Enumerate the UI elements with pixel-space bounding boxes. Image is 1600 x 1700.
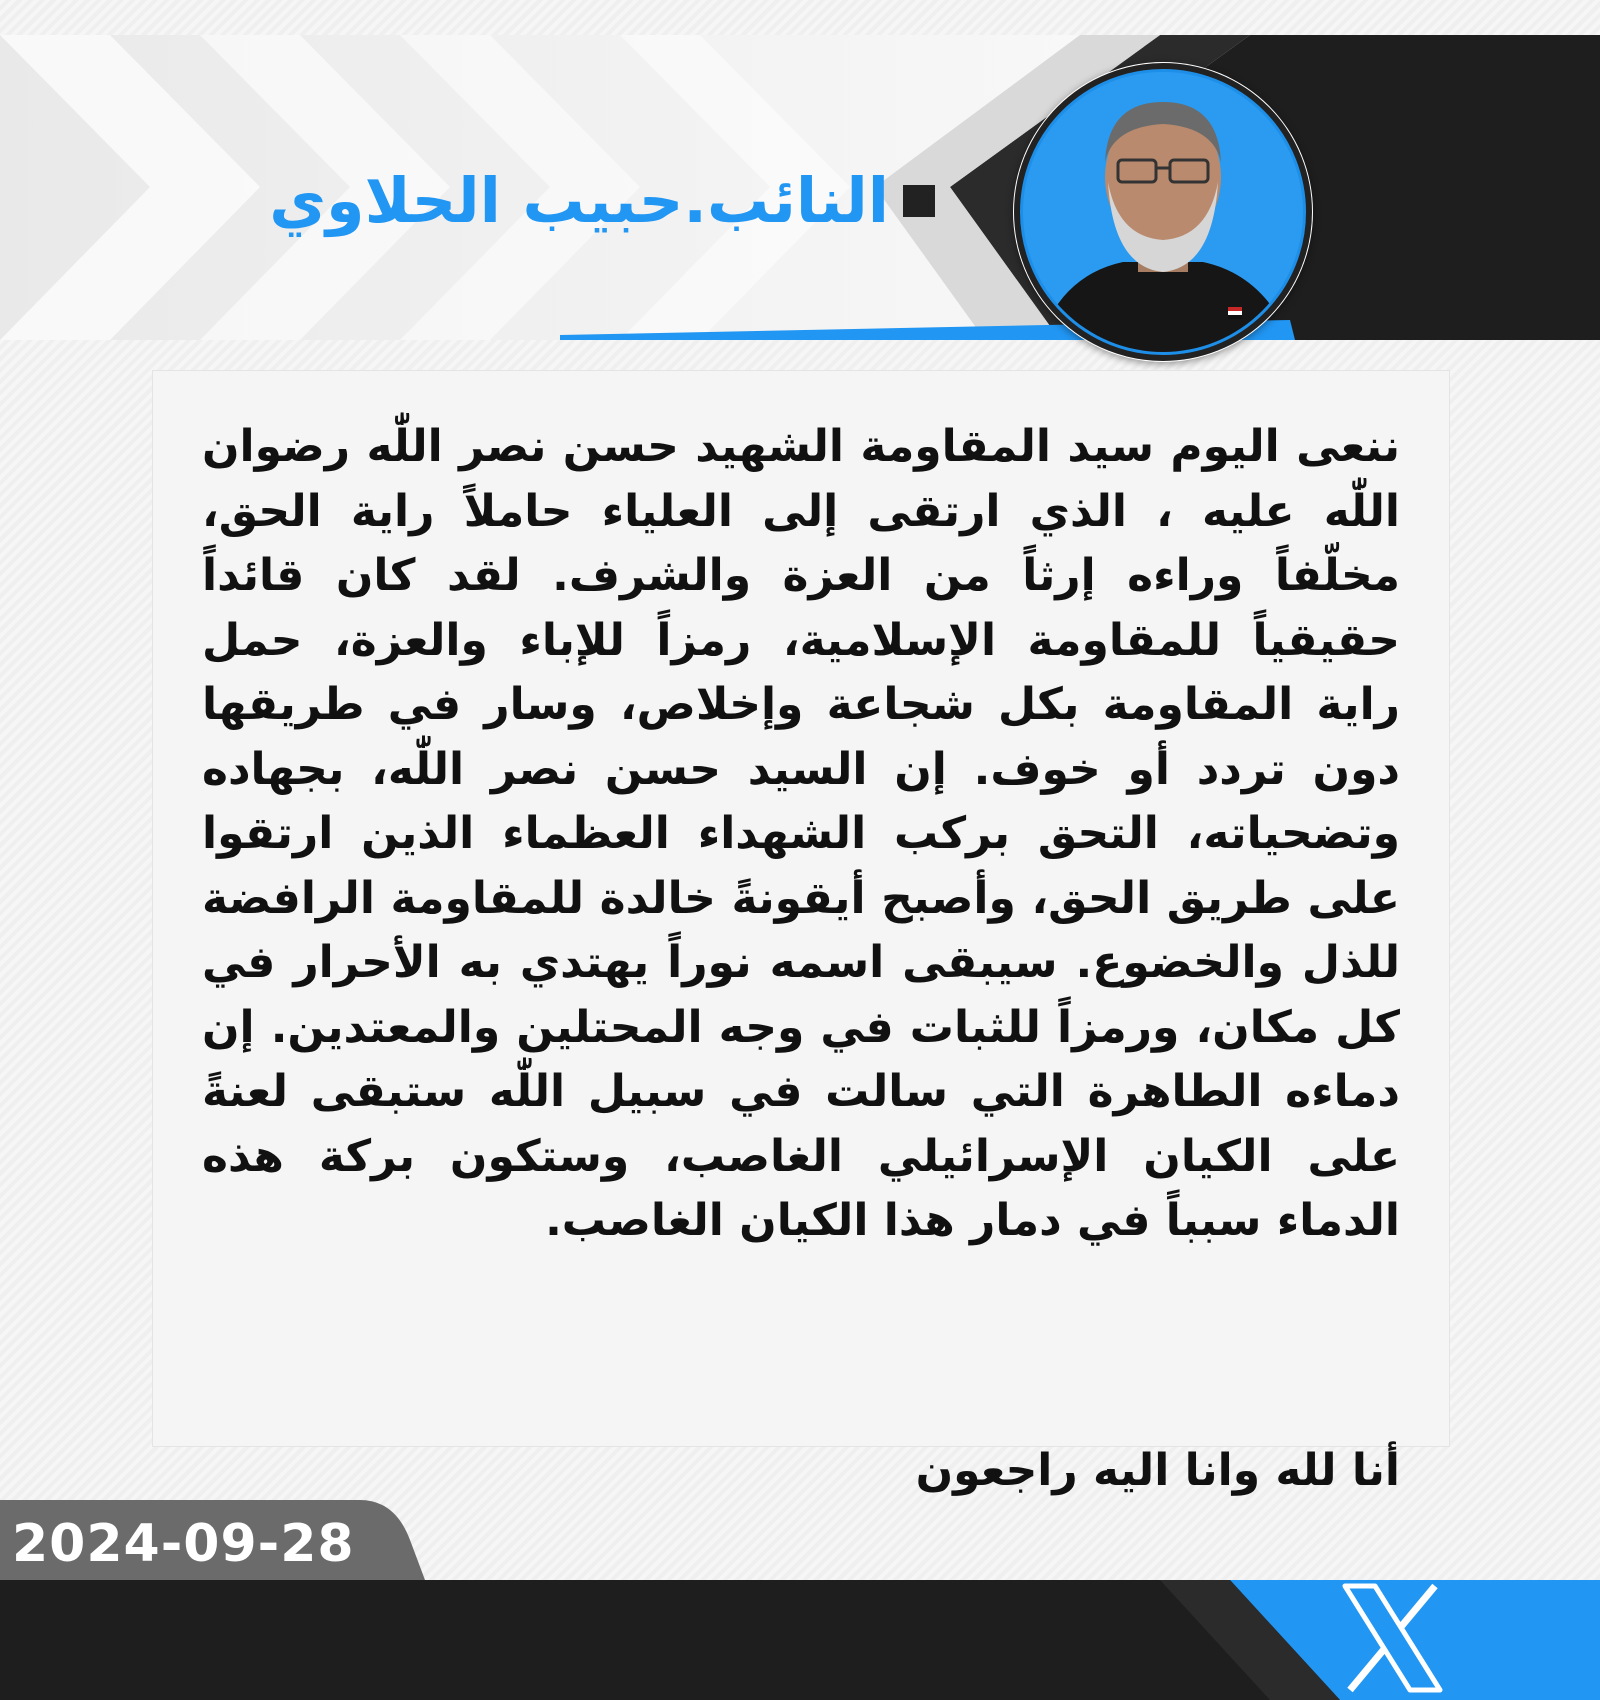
date-label: 2024-09-28 <box>12 1514 355 1574</box>
portrait-icon <box>1013 62 1313 362</box>
x-logo-icon <box>1340 1582 1445 1694</box>
avatar <box>1013 62 1313 362</box>
closing-line: أنا لله وانا اليه راجعون <box>915 1445 1400 1496</box>
statement-paragraph: ننعى اليوم سيد المقاومة الشهيد حسن نصر اللّٰه رضوان اللّٰه عليه ، الذي ارتقى إلى العلياء حاملاً راية الحق، مخلّفاً وراءه إرثاً من العزة والشرف. لقد كان قائداً حقيقياً للمقاومة الإسلامية، رمزاً للإباء والعزة، حمل راية المقاومة بكل شجاعة وإخلاص، وسار في طريقها دون تردد أو خوف. إن السيد حسن نصر اللّٰه، بجهاده وتضحياته، التحق بركب الشهداء العظماء الذين ارتقوا على طريق الحق، وأصبح أيقونةً خالدة للمقاومة الرافضة للذل والخضوع. سيبقى اسمه نوراً يهتدي به الأحرار في كل مكان، ورمزاً للثبات في وجه المحتلين والمعتدين. إن دماءه الطاهرة التي سالت في سبيل اللّٰه ستبقى لعنةً على الكيان الإسرائيلي الغاصب، وستكون بركة هذه الدماء سبباً في دمار هذا الكيان الغاصب. <box>202 421 1400 1246</box>
black-square-icon <box>903 185 935 217</box>
header-title <box>269 164 935 237</box>
person-name: النائب.حبيب الحلاوي <box>269 164 889 237</box>
